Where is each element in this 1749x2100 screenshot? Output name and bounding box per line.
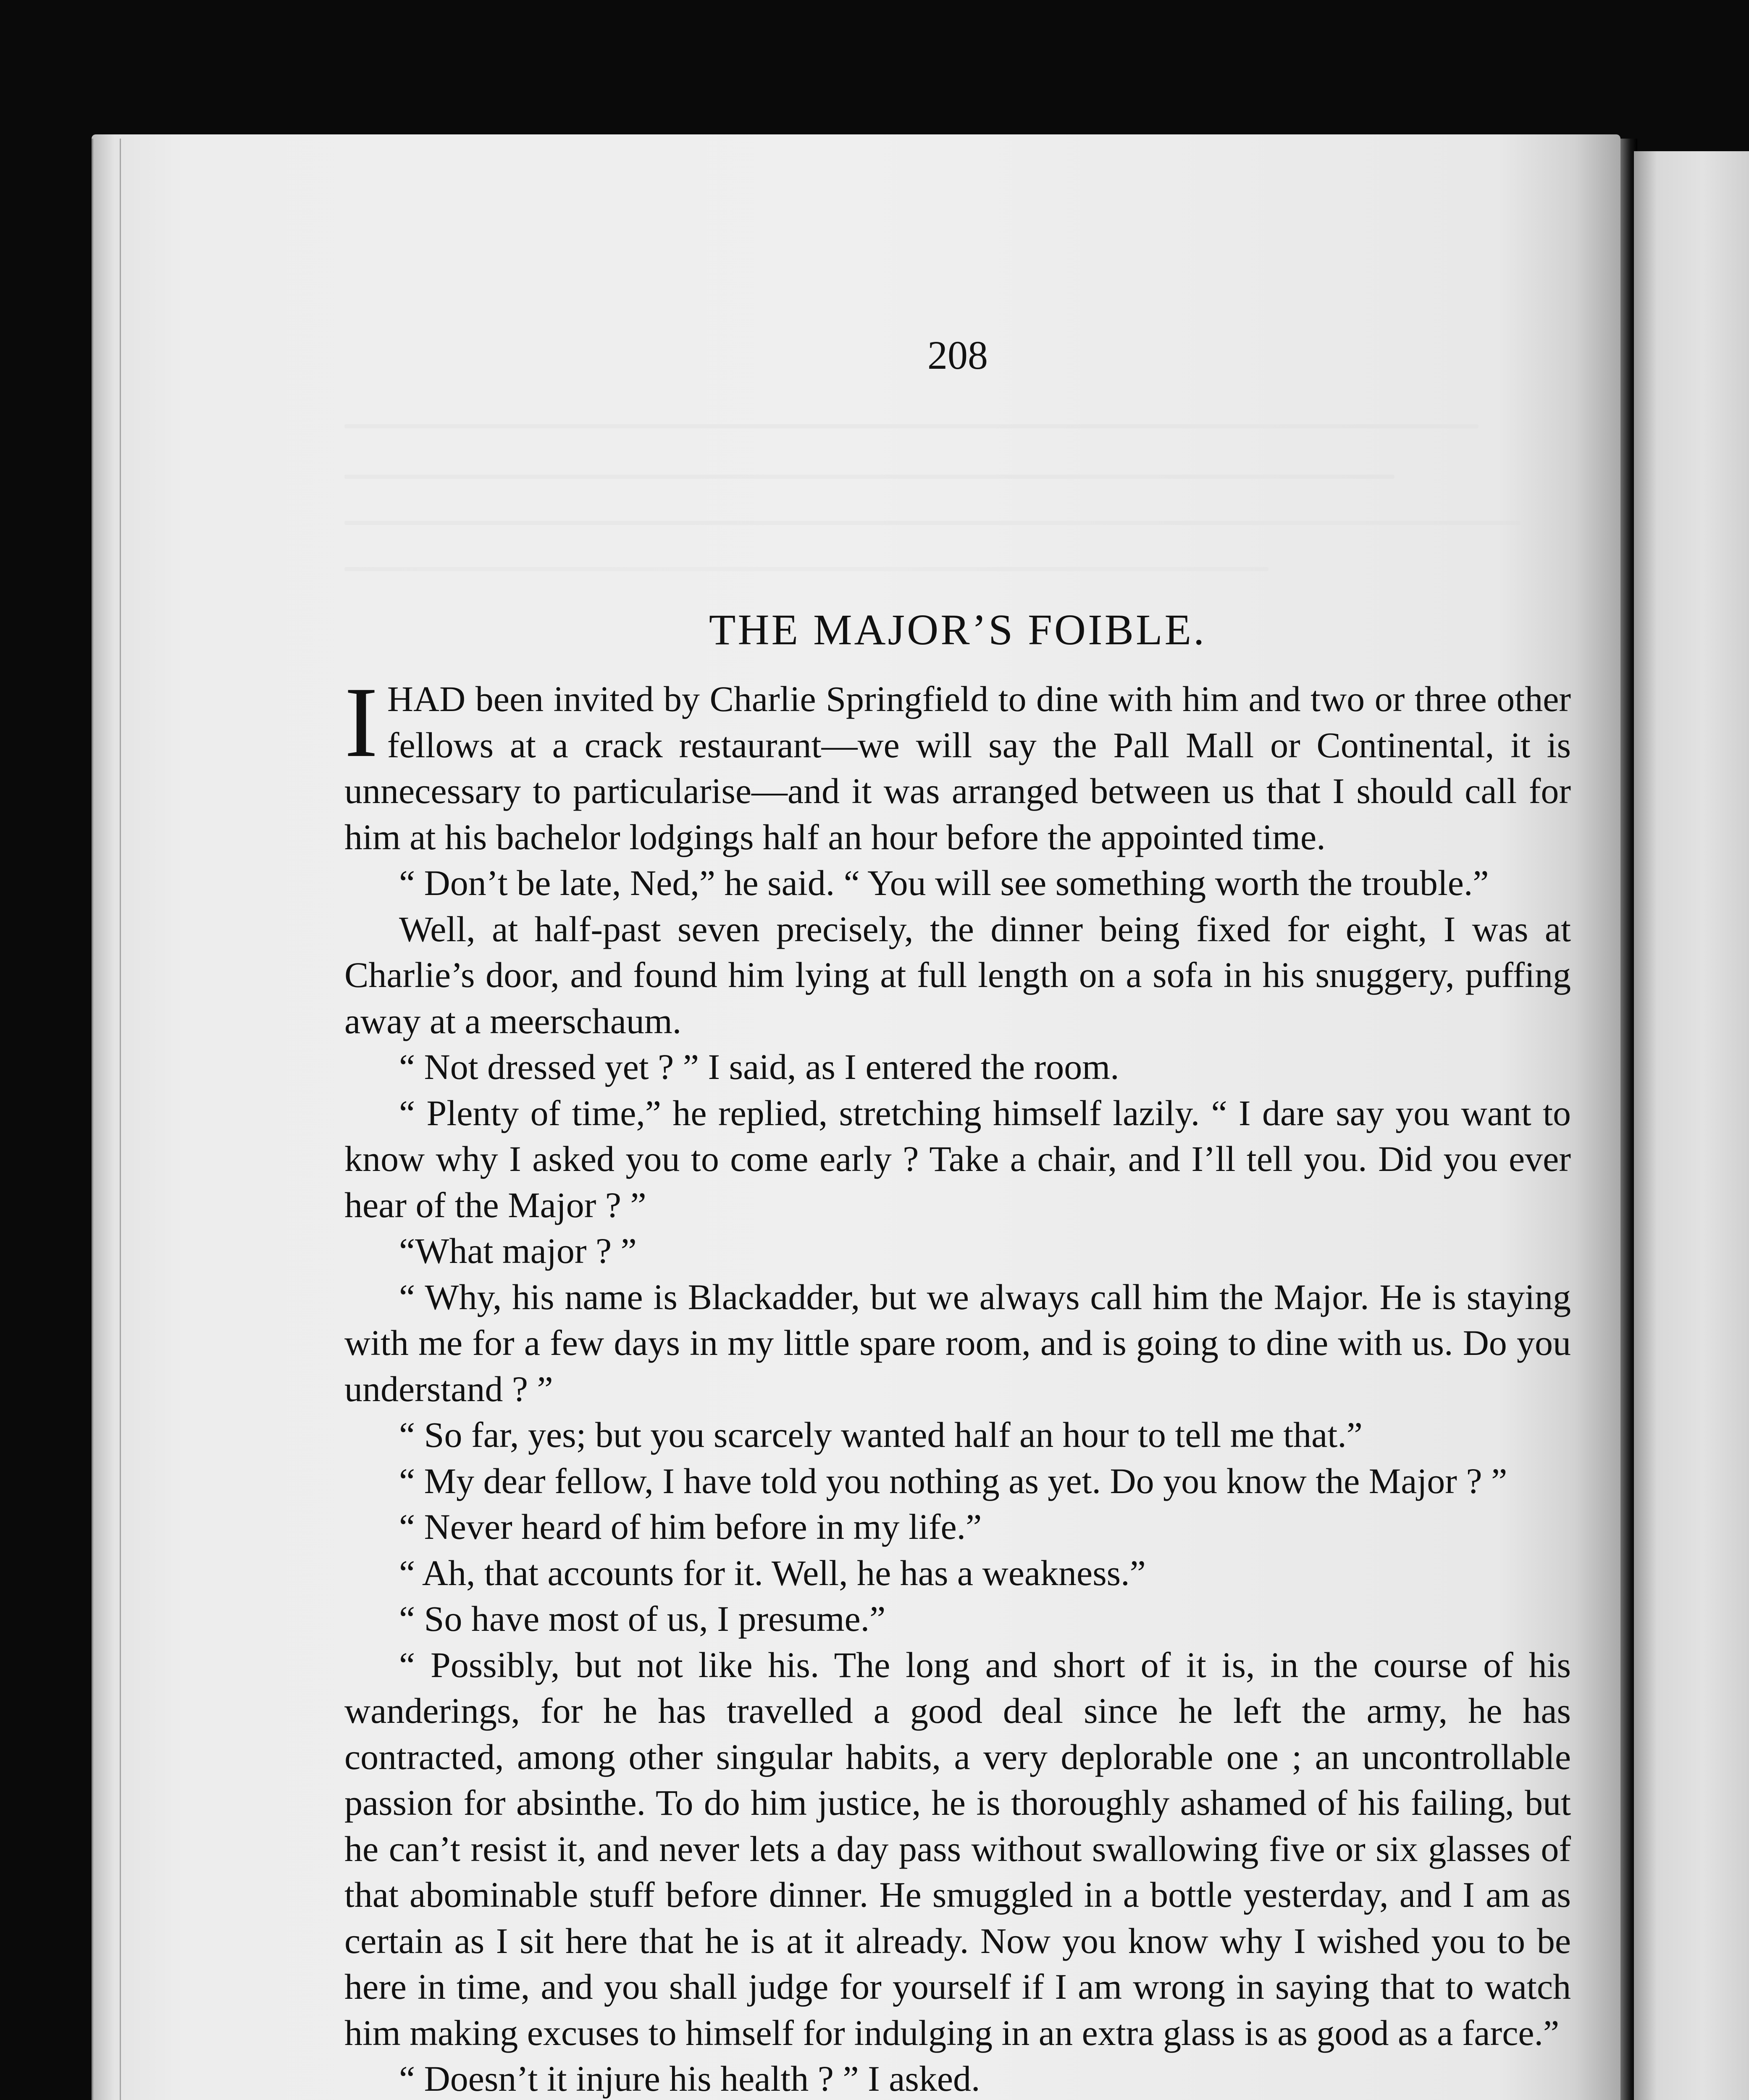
paragraph: Well, at half-past seven precisely, the dinner being fixed for eight, I was at Charlie’s door, and found him lying at full length on a sofa in his snuggery, puffing away at a meerschaum. [344, 908, 1571, 1041]
paragraph: “ Doesn’t it injure his health ? ” I asked. [399, 2058, 980, 2099]
paragraph: “ Don’t be late, Ned,” he said. “ You will see something worth the trouble.” [399, 863, 1489, 903]
paragraph: “ Never heard of him before in my life.” [399, 1507, 982, 1547]
page-stack-edge [92, 139, 121, 2100]
paragraph: “ My dear fellow, I have told you nothing as yet. Do you know the Major ? ” [399, 1460, 1507, 1501]
show-through-line [344, 521, 1521, 525]
paragraph: “ Not dressed yet ? ” I said, as I entered the room. [399, 1047, 1119, 1087]
paragraph: “ Plenty of time,” he replied, stretching himself lazily. “ I dare say you want to know why I asked you to come early ? Take a chair, and I’ll tell you. Did you ever hear of the Major ? ” [344, 1092, 1571, 1225]
opening-paragraph-text: HAD been invited by Charlie Springfield to dine with him and two or three other fellows at a crack restaurant—we will say the Pall Mall or Continental, it is unnecessary to particularise—and it was arranged between us that I should call for him at his bachelor lodgings half an hour before the appointed time. [344, 679, 1571, 857]
opening-paragraph [344, 666, 1571, 860]
paragraph: “ Why, his name is Blackadder, but we always call him the Major. He is staying with me for a few days in my little spare room, and is going to dine with us. Do you understand ? ” [344, 1276, 1571, 1409]
paragraph: “ Ah, that accounts for it. Well, he has a weakness.” [399, 1552, 1146, 1593]
facing-page-edge [1634, 151, 1749, 2100]
drop-cap: I [344, 666, 378, 778]
page-number: 208 [927, 333, 988, 378]
show-through-line [344, 567, 1268, 571]
story-title: THE MAJOR’S FOIBLE. [709, 606, 1207, 654]
paragraph: “ So far, yes; but you scarcely wanted half an hour to tell me that.” [399, 1415, 1363, 1455]
paragraph: “ Possibly, but not like his. The long and short of it is, in the course of his wanderings, for he has travelled a good deal since he left the army, he has contracted, among other singular habits, a very deplorable one ; an uncontrollable passion for absinthe. To do him justice, he is thoroughly ashamed of his failing, but he can’t resist it, and never lets a day pass without swallowing five or six glasses of that abominable stuff before dinner. He smuggled in a bottle yesterday, and I am as certain as I sit here that he is at it already. Now you know why I wished you to be here in time, and you shall judge for yourself if I am wrong in saying that to watch him making excuses to himself for indulging in an extra glass is as good as a farce.” [344, 1644, 1571, 2053]
show-through-line [344, 475, 1394, 479]
story-body [344, 666, 1571, 2100]
paragraph: “What major ? ” [399, 1231, 637, 1271]
paragraph: “ So have most of us, I presume.” [399, 1599, 886, 1639]
show-through-line [344, 424, 1479, 428]
